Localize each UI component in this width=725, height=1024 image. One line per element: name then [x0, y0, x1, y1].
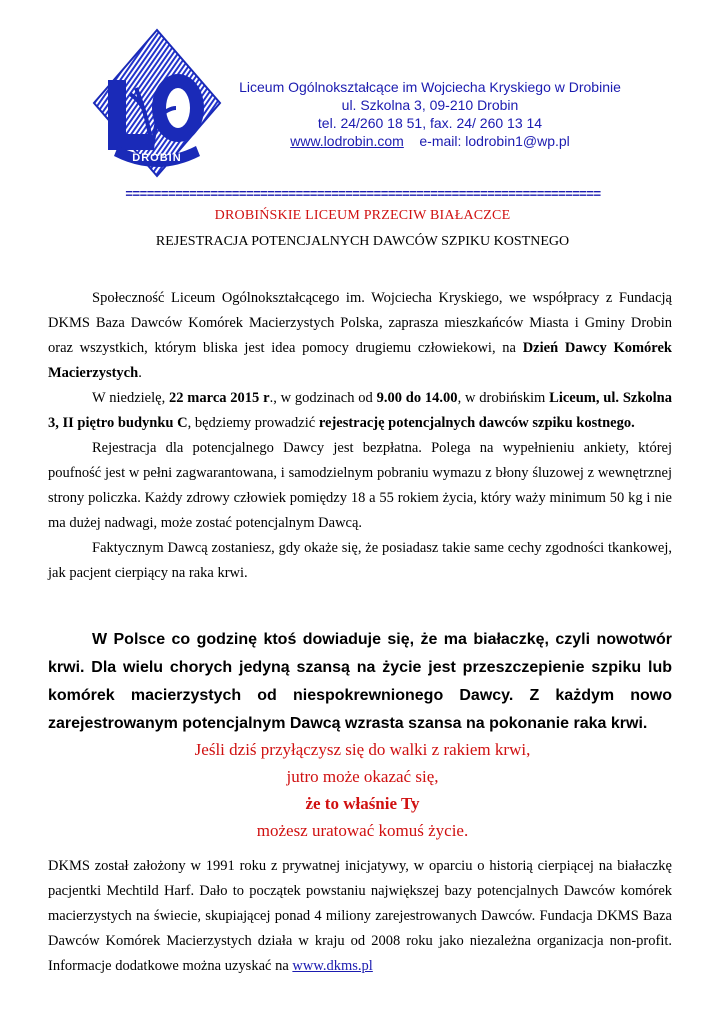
school-logo [92, 28, 222, 178]
svg-text:DROBIN: DROBIN [132, 152, 182, 164]
headline: DROBIŃSKIE LICEUM PRZECIW BIAŁACZCE [214, 208, 511, 223]
subheadline: REJESTRACJA POTENCJALNYCH DAWCÓW SZPIKU KOSTNEGO [155, 234, 570, 249]
school-phone: tel. 24/260 18 51, fax. 24/ 260 13 14 [317, 115, 543, 131]
appeal-line-1: Jeśli dziś przyłączysz się do walki z rakiem krwi, [194, 740, 531, 759]
contact-line [230, 132, 630, 150]
paragraph-donor: Faktycznym Dawcą zostaniesz, gdy okaże się, że posiadasz takie same cechy zgodności tkankowej, jak pacjent cierpiący na raka krwi. [48, 540, 672, 581]
body-text [48, 286, 672, 586]
school-address: ul. Szkolna 3, 09-210 Drobin [341, 97, 519, 113]
dkms-link[interactable]: www.dkms.pl [292, 958, 373, 974]
appeal-line-3: że to właśnie Ty [305, 794, 420, 813]
letterhead [230, 78, 630, 150]
email-text: e-mail: lodrobin1@wp.pl [419, 133, 570, 149]
closing-text [48, 854, 672, 979]
paragraph-date: W niedzielę, 22 marca 2015 r., w godzinach od 9.00 do 14.00, w drobińskim Liceum, ul. Szkolna 3, II piętro budynku C, będziemy prowadzić rejestrację potencjalnych dawców szpiku kostnego. [48, 390, 672, 431]
paragraph-registration: Rejestracja dla potencjalnego Dawcy jest bezpłatna. Polega na wypełnieniu ankiety, której poufność jest w pełni zagwarantowana, i samodzielnym pobraniu wymazu z błony śluzowej z wewnętrznej strony policzka. Każdy zdrowy człowiek pomiędzy 18 a 55 rokiem życia, który waży minimum 50 kg i nie ma dużej nadwagi, może zostać potencjalnym Dawcą. [48, 440, 672, 531]
emphasis-block [48, 626, 672, 738]
appeal-block [0, 736, 725, 844]
appeal-line-4: możesz uratować komuś życie. [256, 821, 469, 840]
school-name: Liceum Ogólnokształcące im Wojciecha Kryskiego w Drobinie [239, 79, 621, 95]
paragraph-dkms: DKMS został założony w 1991 roku z prywatnej inicjatywy, w oparciu o historią cierpiącej na białaczkę pacjentki Mechtild Harf. Dało to początek powstaniu największej bazy potencjalnych Dawców komórek macierzystych na świecie, skupiającej ponad 4 miliony zarejestrowanych Dawców. Fundacja DKMS Baza Dawców Komórek Macierzystych działa w kraju od 2008 roku jako niezależna organizacja non-profit. Informacje dodatkowe można uzyskać na www.dkms.pl [48, 858, 672, 974]
paragraph-invitation: Społeczność Liceum Ogólnokształcącego im. Wojciecha Kryskiego, we współpracy z Fundacją DKMS Baza Dawców Komórek Macierzystych Polska, zaprasza mieszkańców Miasta i Gminy Drobin oraz wszystkich, którym bliska jest idea pomocy drugiemu człowiekowi, na Dzień Dawcy Komórek Macierzystych. [48, 290, 672, 381]
website-link[interactable]: www.lodrobin.com [290, 133, 404, 149]
separator-line: =================================================================== [125, 186, 601, 201]
appeal-line-2: jutro może okazać się, [286, 767, 439, 786]
paragraph-emphasis: W Polsce co godzinę ktoś dowiaduje się, że ma białaczkę, czyli nowotwór krwi. Dla wielu chorych jedyną szansą na życie jest przeszczepienie szpiku lub komórek macierzystych od niespokrewnionego Dawcy. Z każdym nowo zarejestrowanym potencjalnym Dawcą wzrasta szansa na pokonanie raka krwi. [48, 631, 672, 732]
